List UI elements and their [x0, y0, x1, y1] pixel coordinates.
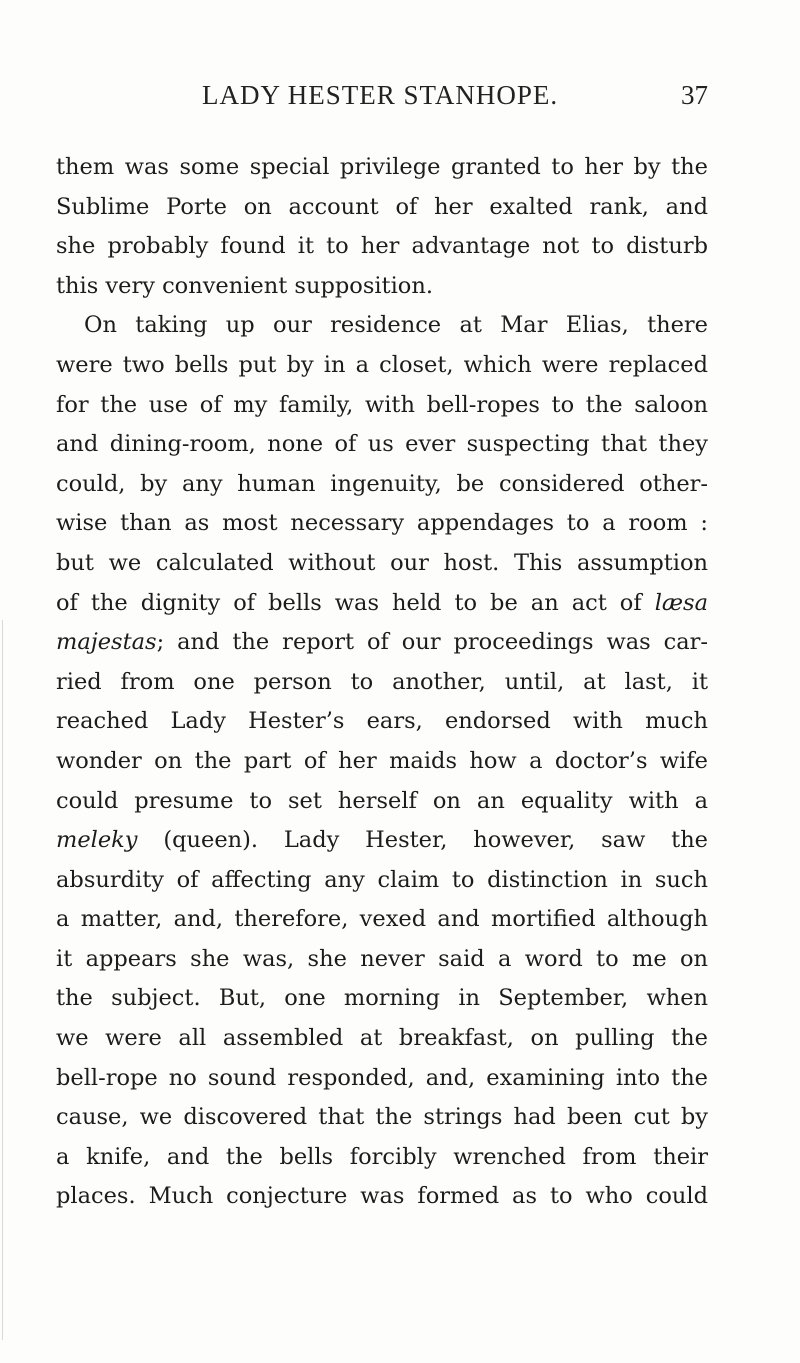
text-line: places. Much conjecture was formed as to who could [56, 1183, 708, 1210]
text-line [56, 623, 708, 663]
text-line: absurdity of affecting any claim to distinction in such [56, 866, 708, 893]
text-line: wise than as most necessary appendages to a room : [56, 510, 708, 537]
page-edge-shadow [2, 620, 3, 1340]
text-line: were two bells put by in a closet, which were replaced [56, 351, 708, 378]
page-number: 37 [681, 80, 708, 110]
text-line: she probably found it to her advantage not to disturb [56, 233, 708, 260]
text-line: for the use of my family, with bell-ropes to the saloon [56, 391, 708, 418]
text-line: could, by any human ingenuity, be considered other- [56, 470, 708, 497]
text-line [56, 584, 708, 624]
text-line: a knife, and the bells forcibly wrenched from their [56, 1143, 708, 1170]
page-header [56, 80, 708, 120]
text-line: ried from one person to another, until, at last, it [56, 668, 708, 695]
italic-phrase: læsa [654, 589, 708, 616]
body-text [56, 148, 708, 1217]
text-line: them was some special privilege granted to her by the [56, 154, 708, 180]
text-run: (queen). Lady Hester, however, saw the [137, 827, 708, 854]
text-line: could presume to set herself on an equality with a [56, 787, 708, 814]
paragraph-start-line: On taking up our residence at Mar Elias, there [84, 312, 708, 339]
text-line [56, 821, 708, 861]
text-run: ; and the report of our proceedings was car- [156, 629, 708, 656]
italic-phrase: meleky [56, 827, 138, 854]
text-line: wonder on the part of her maids how a doctor’s wife [56, 747, 708, 774]
text-line: and dining-room, none of us ever suspecting that they [56, 431, 708, 458]
text-run: of the dignity of bells was held to be an act of [56, 589, 642, 616]
text-line: bell-rope no sound responded, and, examining into the [56, 1064, 708, 1091]
text-line: it appears she was, she never said a word to me on [56, 945, 708, 972]
text-line: Sublime Porte on account of her exalted rank, and [56, 193, 708, 220]
running-head: LADY HESTER STANHOPE. [202, 80, 559, 110]
text-line: but we calculated without our host. This assumption [56, 549, 708, 576]
text-line: this very convenient supposition. [56, 272, 433, 299]
text-line: the subject. But, one morning in September, when [56, 985, 708, 1012]
text-line: cause, we discovered that the strings had been cut by [56, 1104, 708, 1131]
italic-phrase: majestas [56, 629, 157, 656]
text-line: reached Lady Hester’s ears, endorsed with much [56, 708, 708, 735]
text-line: we were all assembled at breakfast, on pulling the [56, 1025, 708, 1052]
text-line: a matter, and, therefore, vexed and mortified although [56, 906, 708, 933]
